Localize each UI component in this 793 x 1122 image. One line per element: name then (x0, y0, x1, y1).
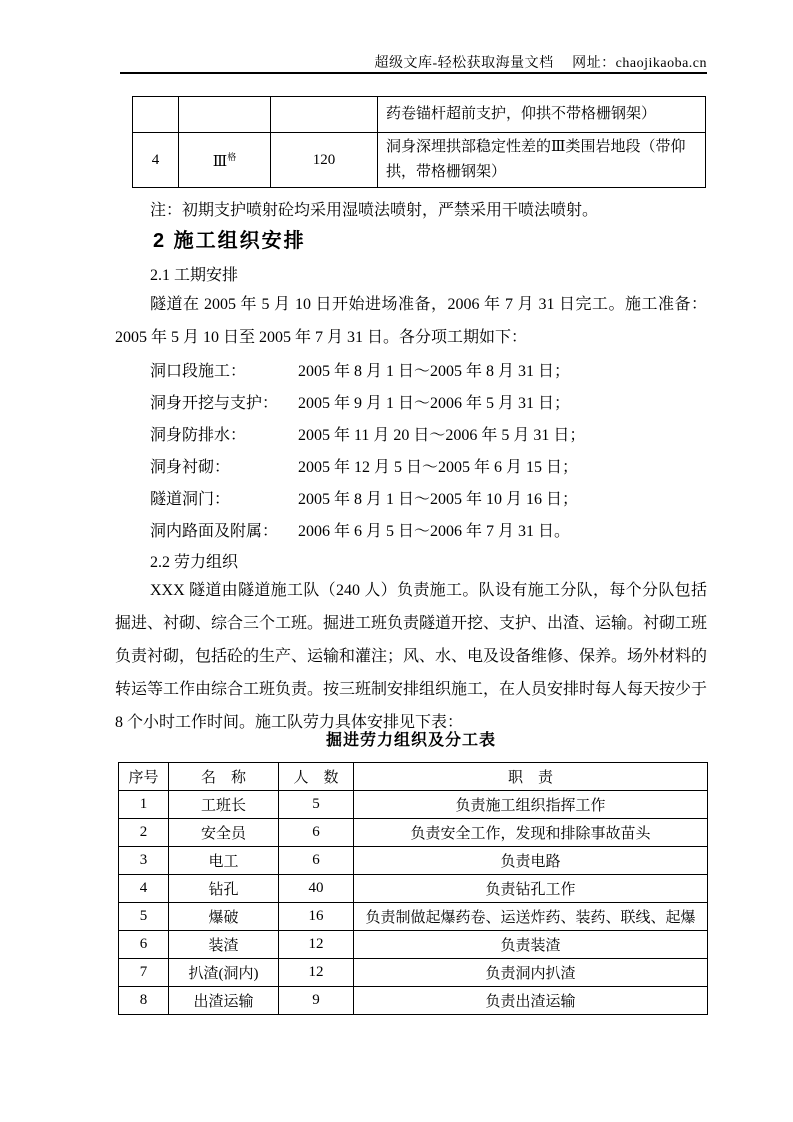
rock-class-cell (179, 133, 271, 188)
table-row (133, 97, 706, 133)
length-cell: 120 (271, 133, 378, 188)
table-row (119, 987, 708, 1015)
schedule-list (150, 356, 585, 548)
header-seq: 序号 (119, 763, 169, 791)
schedule-item (150, 484, 585, 516)
duty-cell: 负责制做起爆药卷、运送炸药、装药、联线、起爆 (354, 903, 708, 931)
header-count: 人 数 (279, 763, 354, 791)
schedule-item-label: 洞身开挖与支护： (150, 395, 279, 412)
table-row (119, 791, 708, 819)
duty-cell: 负责施工组织指挥工作 (354, 791, 708, 819)
header-duty: 职 责 (354, 763, 708, 791)
schedule-item-dates: 2005 年 12 月 5 日～2005 年 6 月 15 日； (298, 459, 579, 476)
name-cell: 爆破 (169, 903, 279, 931)
seq-cell: 5 (119, 903, 169, 931)
seq-cell: 8 (119, 987, 169, 1015)
header-name: 名 称 (169, 763, 279, 791)
schedule-item-label: 洞身防排水： (150, 427, 247, 444)
labor-organization-paragraph: XXX 隧道由隧道施工队（240 人）负责施工。队设有施工分队，每个分队包括掘进、衬砌、综合三个工班。掘进工班负责隧道开挖、支护、出渣、运输。衬砌工班负责衬砌，包括砼的生产、运输和灌注；风、水、电及设备维修、保养。场外材料的转运等工作由综合工班负责。按三班制安排组织施工，在人员安排时每人每天按少于 8 个小时工作时间。施工队劳力具体安排见下表： (115, 582, 708, 731)
schedule-item-dates: 2006 年 6 月 5 日～2006 年 7 月 31 日。 (298, 523, 571, 540)
seq-cell: 1 (119, 791, 169, 819)
rock-class-cell (179, 97, 271, 133)
name-cell: 工班长 (169, 791, 279, 819)
description-cell: 洞身深埋拱部稳定性差的Ⅲ类围岩地段（带仰拱，带格栅钢架） (378, 133, 706, 188)
duty-cell: 负责钻孔工作 (354, 875, 708, 903)
header-rule (120, 72, 707, 74)
description-cell: 药卷锚杆超前支护，仰拱不带格栅钢架） (378, 97, 706, 133)
schedule-item (150, 516, 585, 548)
schedule-item (150, 356, 585, 388)
duty-cell: 负责装渣 (354, 931, 708, 959)
name-cell: 安全员 (169, 819, 279, 847)
seq-cell: 4 (133, 133, 179, 188)
table-row (119, 819, 708, 847)
table-row (119, 875, 708, 903)
schedule-item-label: 洞口段施工： (150, 363, 247, 380)
labor-table-title: 掘进劳力组织及分工表 (325, 732, 496, 749)
name-cell: 电工 (169, 847, 279, 875)
schedule-item-label: 洞身衬砌： (150, 459, 231, 476)
duty-cell: 负责电路 (354, 847, 708, 875)
rock-class-superscript: 格 (227, 151, 237, 162)
name-cell: 出渣运输 (169, 987, 279, 1015)
count-cell: 16 (279, 903, 354, 931)
seq-cell: 4 (119, 875, 169, 903)
table-row (133, 133, 706, 188)
schedule-item (150, 388, 585, 420)
table-row (119, 931, 708, 959)
name-cell: 扒渣(洞内) (169, 959, 279, 987)
count-cell: 6 (279, 819, 354, 847)
schedule-item-dates: 2005 年 8 月 1 日～2005 年 8 月 31 日； (298, 363, 571, 380)
rock-class-value: Ⅲ (212, 153, 228, 170)
section-heading-2: 2 施工组织安排 (153, 230, 306, 252)
count-cell: 12 (279, 959, 354, 987)
table-row (119, 847, 708, 875)
length-cell (271, 97, 378, 133)
duty-cell: 负责洞内扒渣 (354, 959, 708, 987)
count-cell: 5 (279, 791, 354, 819)
seq-cell: 6 (119, 931, 169, 959)
labor-division-table (118, 762, 708, 1015)
subsection-title-2-1: 2.1 工期安排 (150, 267, 239, 284)
schedule-item (150, 420, 585, 452)
page-header-text: 超级文库-轻松获取海量文档 网址：chaojikaoba.cn (374, 56, 707, 71)
schedule-item (150, 452, 585, 484)
schedule-intro-paragraph: 隧道在 2005 年 5 月 10 日开始进场准备，2006 年 7 月 31 日完工。施工准备：2005 年 5 月 10 日至 2005 年 7 月 31 日。各分项工期如下： (115, 296, 707, 346)
seq-cell: 3 (119, 847, 169, 875)
duty-cell: 负责安全工作，发现和排除事故苗头 (354, 819, 708, 847)
table-header-row (119, 763, 708, 791)
table-row (119, 959, 708, 987)
count-cell: 9 (279, 987, 354, 1015)
count-cell: 6 (279, 847, 354, 875)
seq-cell: 7 (119, 959, 169, 987)
subsection-title-2-2: 2.2 劳力组织 (150, 554, 239, 571)
table-row (119, 903, 708, 931)
seq-cell (133, 97, 179, 133)
count-cell: 12 (279, 931, 354, 959)
seq-cell: 2 (119, 819, 169, 847)
note-text: 注：初期支护喷射砼均采用湿喷法喷射，严禁采用干喷法喷射。 (150, 202, 599, 219)
schedule-item-label: 洞内路面及附属： (150, 523, 279, 540)
schedule-item-label: 隧道洞门： (150, 491, 231, 508)
support-parameters-table (132, 96, 706, 188)
schedule-item-dates: 2005 年 11 月 20 日～2006 年 5 月 31 日； (298, 427, 586, 444)
schedule-item-dates: 2005 年 8 月 1 日～2005 年 10 月 16 日； (298, 491, 579, 508)
duty-cell: 负责出渣运输 (354, 987, 708, 1015)
name-cell: 装渣 (169, 931, 279, 959)
schedule-item-dates: 2005 年 9 月 1 日～2006 年 5 月 31 日； (298, 395, 571, 412)
count-cell: 40 (279, 875, 354, 903)
name-cell: 钻孔 (169, 875, 279, 903)
